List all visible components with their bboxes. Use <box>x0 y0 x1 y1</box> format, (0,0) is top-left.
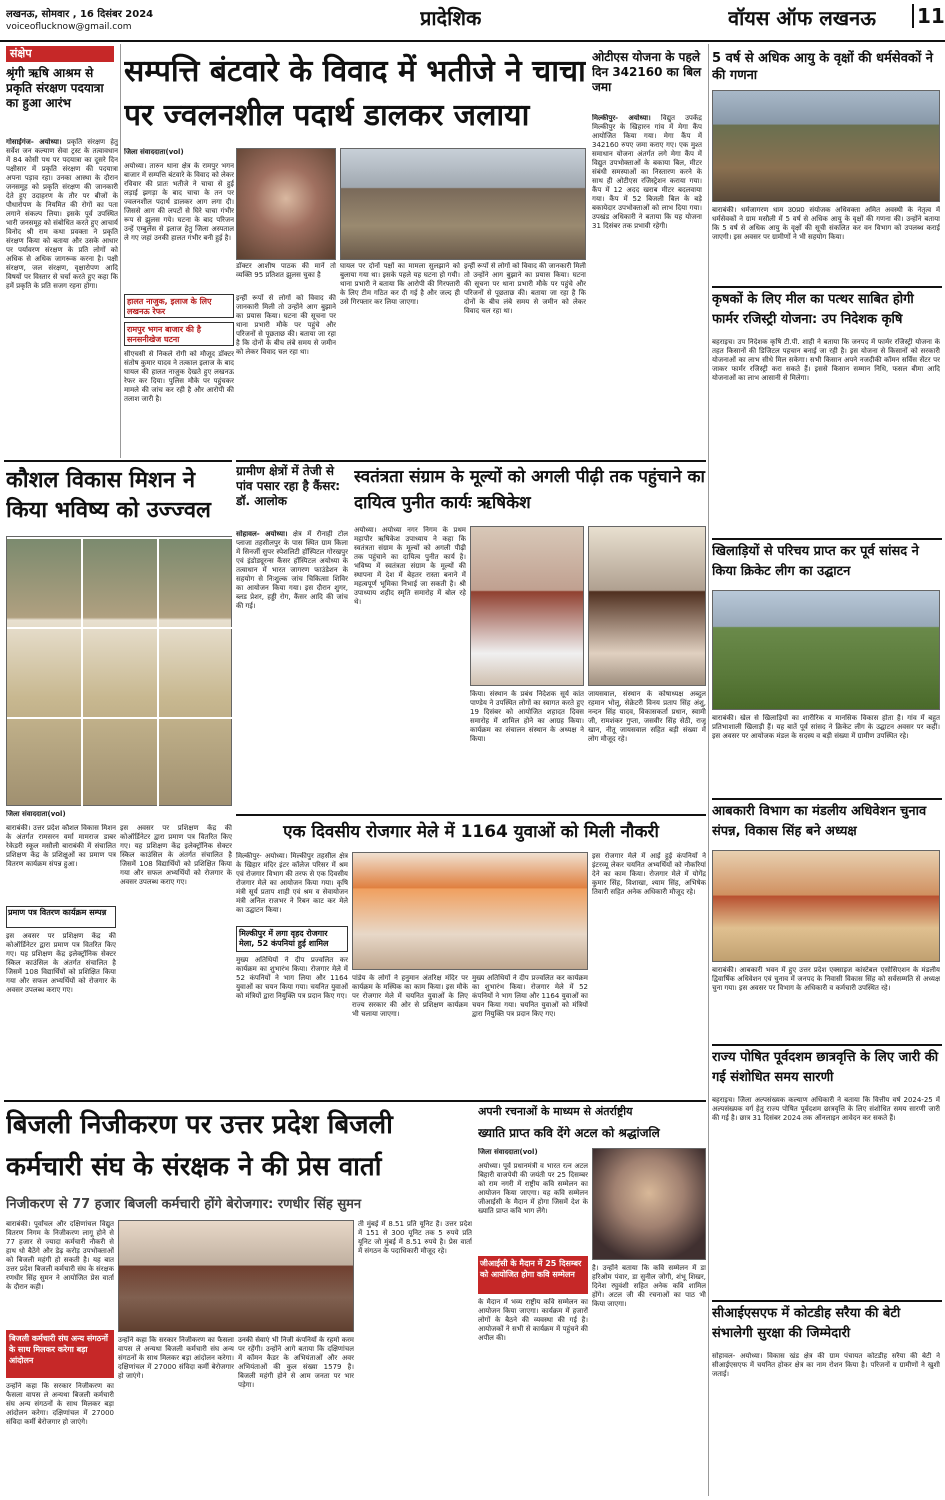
bijli-body: बाराबंकी। पूर्वांचल और दक्षिणांचल विद्युत वितरण निगम के निजीकरण लागू होने से 77 हजार से ज्यादा कर्मचारी नौकरी से हाथ धो बैठेंगे और डेढ़ करोड़ उपभोक्ताओं को बिजली महंगी हो सकती है। यह बात उत्तर प्रदेश बिजली कर्मचारी संघ के संरक्षक रणधीर सिंह सुमन ने आयोजित प्रेस वार्ता के दौरान कही। <box>6 1220 114 1291</box>
rozgar-top-rule <box>236 814 706 816</box>
cancer-top-rule <box>236 460 706 462</box>
ots-dateline: मिल्कीपुर- अयोध्या। <box>592 114 651 122</box>
masthead-rule <box>0 40 945 42</box>
masthead <box>0 0 945 42</box>
kaushal-body2: इस अवसर पर प्रशिक्षण केंद्र की कोऑर्डिनेटर द्वारा प्रमाण पत्र वितरित किए गए। यह प्रशिक्षण केंद्र इलेक्ट्रॉनिक सेक्टर स्किल काउंसिल के अंतर्गत संचालित है जिसमें 108 विद्यार्थियों को प्रशिक्षित किया गया और सफल अभ्यर्थियों को रोजगार के अवसर उपलब्ध कराए गए। <box>6 932 116 994</box>
rozgar-body4: पांडेय के लोगों ने हनुमान अंतरिक्ष मंदिर पर कार्यक्रम के मस्थिक का काम किया। इस मौके पर रोजगार मेले में चयनित युवाओं के लिए राज्य सरकार की ओर से प्रशिक्षण कार्यक्रम भी चलाया जाएगा। <box>352 974 468 1018</box>
swatantrata-headline: स्वतंत्रता संग्राम के मूल्यों को अगली पीढ़ी तक पहुंचाने का दायित्व पुनीत कार्यः ऋषिकेश <box>354 467 705 513</box>
cricket-photo <box>712 590 940 710</box>
kaushal-top-rule <box>4 460 232 462</box>
bijli-photo <box>118 1220 354 1332</box>
scholar-body: बहराइच। जिला अल्पसंख्यक कल्याण अधिकारी ने बताया कि वित्तीय वर्ष 2024-25 में अल्पसंख्यक वर्ग हेतु राज्य पोषित पूर्वदशम छात्रवृत्ति के लिए संशोधित समय सारणी जारी की गई है। छात्र 31 दिसंबर 2024 तक ऑनलाइन आवेदन कर सकते हैं। <box>712 1096 940 1122</box>
paper-name: वॉयस ऑफ लखनऊ <box>728 6 876 30</box>
rozgar-body3: इस रोजगार मेले में आई हुई कंपनियों ने इंटरव्यू लेकर चयनित अभ्यर्थियों को नौकरियां देने का काम किया। रोजगार मेले में योगेंद्र कुमार सिंह, विशाखा, श्याम सिंह, अभिषेक तिवारी सहित अनेक अधिकारी मौजूद रहे। <box>592 852 706 896</box>
lead-photo-street <box>340 148 586 260</box>
rozgar-photo <box>352 852 588 970</box>
kavi-body: अयोध्या। पूर्व प्रधानमंत्री व भारत रत्न अटल बिहारी वाजपेयी की जयंती पर 25 दिसम्बर को राम नगरी में राष्ट्रीय कवि सम्मेलन का आयोजन किया जाएगा। यह कवि सम्मेलन जीआईसी के मैदान में होगा जिसमें देश के ख्याति प्राप्त कवि भाग लेंगे। <box>478 1162 588 1215</box>
bijli-subhead: निजीकरण से 77 हजार बिजली कर्मचारी होंगे बेरोजगार: रणधीर सिंह सुमन <box>6 1197 362 1212</box>
trees-headline: 5 वर्ष से अधिक आयु के वृक्षों की धर्मसेवकों ने की गणना <box>712 51 934 83</box>
trees-photo <box>712 90 940 202</box>
kavi-photo <box>592 1148 706 1260</box>
farmer-rule <box>712 538 942 540</box>
kavi-headline: ख्याति प्राप्त कवि देंगे अटल को श्रद्धांजलि <box>478 1126 660 1140</box>
excise-body: बाराबंकी। आबकारी भवन में हुए उत्तर प्रदेश एक्साइज कांस्टेबल एसोसिएशन के मंडलीय द्विवार्षिक अधिवेशन एवं चुनाव में जनपद के निवासी विकास सिंह को सर्वसम्मति से अध्यक्ष चुना गया। इस अवसर पर विभाग के अधिकारी व कर्मचारी उपस्थित रहे। <box>712 966 940 992</box>
farmer-body: बहराइच। उप निदेशक कृषि टी.पी. शाही ने बताया कि जनपद में फार्मर रजिस्ट्री योजना के तहत किसानों की डिजिटल पहचान बनाई जा रही है। इस योजना से किसानों को सरकारी योजनाओं का लाभ सीधे मिल सकेगा। सभी किसान अपने नजदीकी कॉमन सर्विस सेंटर पर जाकर फार्मर रजिस्ट्री करा सकते हैं। इससे किसान सम्मान निधि, फसल बीमा आदि योजनाओं का लाभ आसानी से मिलेगा। <box>712 338 940 382</box>
excise-headline: आबकारी विभाग का मंडलीय अधिवेशन चुनाव संपन्न, विकास सिंह बने अध्यक्ष <box>712 804 927 839</box>
lead-body3: इन्हीं रूपों से लोगों को विवाद की जानकारी मिली तो उन्होंने आग बुझाने का प्रयास किया। घटना की सूचना पर थाना प्रभारी मौके पर पहुंचे और परिजनों से पूछताछ की। बताया जा रहा है कि दोनों के बीच लंबे समय से जमीन को लेकर विवाद चल रहा था। <box>236 294 336 356</box>
cricket-rule <box>712 798 942 800</box>
story1-body <box>6 138 118 458</box>
lead-subhead1-box <box>124 294 234 318</box>
rozgar-subhead-box <box>236 926 348 952</box>
story1-dateline: गोसाईगंज- अयोध्या। <box>6 138 62 146</box>
kaushal-body3: इस अवसर पर प्रशिक्षण केंद्र की कोऑर्डिनेटर द्वारा प्रमाण पत्र वितरित किए गए। यह प्रशिक्षण केंद्र इलेक्ट्रॉनिक सेक्टर स्किल काउंसिल के अंतर्गत संचालित है जिसमें 108 विद्यार्थियों को प्रशिक्षित किया गया और सफल अभ्यर्थियों को रोजगार के अवसर उपलब्ध कराए गए। <box>120 824 232 886</box>
story1-headline: श्रृंगी ऋषि आश्रम से प्रकृति संरक्षण पदयात्रा का हुआ आरंभ <box>6 66 104 110</box>
lead-subhead2-box <box>124 322 234 346</box>
lead-headline: सम्पत्ति बंटवारे के विवाद में भतीजे ने चाचा पर ज्वलनशील पदार्थ डालकर जलाया <box>124 54 586 133</box>
bijli-top-rule <box>4 1100 706 1102</box>
left-col-label: संक्षेप <box>6 46 114 62</box>
bijli-box: बिजली कर्मचारी संघ अन्य संगठनों के साथ मिलकर करेगा बड़ा आंदोलन <box>6 1330 114 1378</box>
trees-body: बाराबंकी। धर्मजागरण धाम उ0प्र0 संयोजक अधिवक्ता अमित अवस्थी के नेतृत्व में धर्मसेवकों ने ग्राम मसौली में 5 वर्ष से अधिक आयु के वृक्षों की गणना की। उन्होंने बताया कि 5 वर्ष से अधिक आयु के वृक्षों की सूची संकलित कर वन विभाग को उपलब्ध कराई जाएगी। इस अवसर पर ग्रामीणों ने भी सहयोग किया। <box>712 206 940 241</box>
lead-photo-victim <box>236 148 336 260</box>
excise-rule <box>712 1044 942 1046</box>
col-rule-right <box>708 44 709 1496</box>
ots-body <box>592 114 702 458</box>
lead-body4: घायल पर दोनों पक्षों का मामला सुलझाने को बुलाया गया था। इसके पहले यह घटना हो गयी। थाना प्रभारी ने बताया कि आरोपी की गिरफ्तारी के लिए टीम गठित कर दी गई है और जल्द ही उसे गिरफ्तार कर लिया जाएगा। <box>340 262 460 306</box>
kavi-dateline: जिला संवाददाता(vol) <box>478 1148 538 1156</box>
cricket-body: बाराबंकी। खेल से खिलाड़ियों का शारीरिक व मानसिक विकास होता है। गांव में बहुत प्रतिभाशाली खिलाड़ी हैं। यह बातें पूर्व सांसद ने क्रिकेट लीग के उद्घाटन अवसर पर कहीं। इस अवसर पर आयोजक मंडल के सदस्य व बड़ी संख्या में ग्रामीण उपस्थित रहे। <box>712 714 940 740</box>
masthead-email: voiceoflucknow@gmail.com <box>6 22 132 32</box>
rozgar-body5: मुख्य अतिथियों ने दीप प्रज्वलित कर कार्यक्रम का शुभारंभ किया। रोजगार मेले में 52 कंपनियों ने भाग लिया और 1164 युवाओं का चयन किया गया। चयनित युवाओं को मंत्रियों द्वारा नियुक्ति पत्र प्रदान किए गए। <box>472 974 588 1018</box>
col-rule-left <box>120 44 121 458</box>
trees-rule <box>712 286 942 288</box>
kavi-headline-pre: अपनी रचनाओं के माध्यम से अंतर्राष्ट्रीय <box>478 1105 633 1118</box>
bijli-body3: उन्होंने कहा कि सरकार निजीकरण का फैसला वापस ले अन्यथा बिजली कर्मचारी संघ अन्य संगठनों के साथ मिलकर बड़ा आंदोलन करेगा। दक्षिणांचल में 27000 संविदा कर्मी बेरोजगार हो जाएंगे। <box>118 1336 234 1380</box>
lead-subhead1: हालत नाजुक, इलाज के लिए लखनऊ रेफर <box>127 297 212 316</box>
lead-body: अयोध्या। तारुन थाना क्षेत्र के रामपुर भगन बाजार में सम्पत्ति बंटवारे के विवाद को लेकर रविवार की प्रातः भतीजे ने चाचा से हुई लड़ाई झगड़ा के बाद चाचा के तन पर ज्वलनशील पदार्थ डालकर आग लगा दी। जिससे आग की लपटों से घिरे चाचा गंभीर रूप से झुलस गये। घटना के बाद परिजन उन्हें एम्बुलेंस से इलाज हेतु जिला अस्पताल ले गए जहां उनकी हालत गंभीर बनी हुई है। <box>124 162 234 242</box>
kaushal-photo <box>6 536 232 806</box>
bijli-body4: उनकी सेवाएं भी निजी कंपनियों के रहमो करम पर रहेंगी। उन्होंने आगे बताया कि दक्षिणांचल में कॉमन कैडर के अभियंताओं और अवर अभियंताओं की कुल संख्या 1579 है। बिजली महंगी होने से आम जनता पर भार पड़ेगा। <box>238 1336 354 1389</box>
kavi-body3: है। उन्होंने बताया कि कवि सम्मेलन में डा हरिओम पंवार, डा सुनील जोगी, शंभू शिखर, दिनेश रघुवंशी सहित अनेक कवि शामिल होंगे। अटल जी की रचनाओं का पाठ भी किया जाएगा। <box>592 1264 706 1308</box>
story1-text: प्रकृति संरक्षण हेतु सर्वेश जन कल्याण सेवा ट्रस्ट के तत्वावधान में 84 कोसी पथ पर पदयात्रा का दूसरे दिन पक्षीसार में प्रकृति संरक्षण की पदयात्रा अपना पड़ाव रहा। उनका आस्था के दौरान जनसमूह को प्रकृति संरक्षण की जानकारी देते हुए उदाहरण के तौर पर बीजों के पौधारोपण के नियमित की रोगों का पता लगाने संकल्प लिया। इसके पूर्व उपस्थित भारी जनसमूह को संबोधित करते हुए आचार्य विनोद श्री राम कथा प्रवक्ता ने प्रकृति संरक्षण किया को बताया और उसके आधार पर पर्यावरण संरक्षण के प्रति लोगों को अधिक से अधिक जागरूक करना है। पक्षी संरक्षण, जल संरक्षण, वृक्षारोपण आदि विषयों पर विस्तार से चर्चा करते हुए कहा कि हमें प्रकृति के प्रति सजग रहना होगा। <box>6 138 118 290</box>
masthead-date: लखनऊ, सोमवार , 16 दिसंबर 2024 <box>6 9 154 20</box>
page-number: 11 <box>912 4 945 28</box>
kavi-subhead-box: जीआईसी के मैदान में 25 दिसम्बर को आयोजित होगा कवि सम्मेलन <box>478 1256 588 1294</box>
bijli-body5: ती मुंबई में 8.51 प्रति यूनिट है। उत्तर प्रदेश में 151 से 300 यूनिट तक 5 रुपये प्रति यूनिट जो मुंबई में 8.51 रुपये है। प्रेस वार्ता में संगठन के पदाधिकारी मौजूद रहे। <box>358 1220 472 1255</box>
ots-text: विद्युत उपकेंद्र मिल्कीपुर के खिहारन गांव में मेगा कैंप आयोजित किया गया। मेगा कैंप में 342160 रुपए जमा कराए गए। एक मुश्त समाधान योजना अंतर्गत लगे मेगा कैंप में विद्युत उपभोक्ताओं के बकाया बिल, मीटर संबंधी समस्याओं का निस्तारण करने के साथ ही ओटीएस रजिस्ट्रेशन कराया गया। कैंप में 12 अदद खराब मीटर बदलवाया गया। कैंप में 52 बिजली बिल के बड़े बकायेदार उपभोक्ताओं को लाभ दिया गया। उपखंड अधिकारी ने बताया कि यह योजना 31 दिसंबर तक प्रभावी रहेगी। <box>592 114 702 230</box>
csr-body: सोहावल- अयोध्या। विकास खंड क्षेत्र की ग्राम पंचायत कोटडीह सरैया की बेटी ने सीआईएसएफ में चयनित होकर क्षेत्र का नाम रोशन किया है। परिजनों व ग्रामीणों ने खुशी जताई। <box>712 1352 940 1378</box>
lead-dateline: जिला संवाददाता(vol) <box>124 148 184 156</box>
lead-subhead2: रामपुर भगन बाजार की है सनसनीखेज घटना <box>127 325 202 344</box>
kaushal-body: बाराबंकी। उत्तर प्रदेश कौशल विकास मिशन के अंतर्गत रामसरन वर्मा मामराज डाबर रेकेडरी स्कूल मसौली बाराबंकी में संचालित प्रशिक्षण केंद्र के प्रशिक्षुओं का प्रमाण पत्र वितरण कार्यक्रम संपन्न हुआ। <box>6 824 116 868</box>
rozgar-body2: मुख्य अतिथियों ने दीप प्रज्वलित कर कार्यक्रम का शुभारंभ किया। रोजगार मेले में 52 कंपनियों ने भाग लिया और 1164 युवाओं का चयन किया गया। चयनित युवाओं को मंत्रियों द्वारा नियुक्ति पत्र प्रदान किए गए। <box>236 956 348 1000</box>
excise-photo <box>712 850 940 962</box>
lead-body2: सीएचसी से निकले रोगी को मौजूद डॉक्टर संतोष कुमार यादव ने तत्काल इलाज के बाद घायल की हालत नाजुक देखते हुए लखनऊ रेफर कर दिया। पुलिस मौके पर पहुंचकर मामले की जांच कर रही है और आरोपी की तलाश जारी है। <box>124 350 234 403</box>
cancer-body <box>236 530 348 812</box>
kaushal-dateline: जिला संवाददाता(vol) <box>6 810 66 818</box>
bijli-headline: बिजली निजीकरण पर उत्तर प्रदेश बिजली कर्मचारी संघ के संरक्षक ने की प्रेस वार्ता <box>6 1110 393 1182</box>
ots-headline: ओटीएस योजना के पहले दिन 342160 का बिल जमा <box>592 50 702 94</box>
csr-headline: सीआईएसएफ में कोटडीह सरैया की बेटी संभालेगी सुरक्षा की जिम्मेदारी <box>712 1306 901 1341</box>
scholar-headline: राज्य पोषित पूर्वदशम छात्रवृत्ति के लिए जारी की गई संशोधित समय सारणी <box>712 1050 939 1085</box>
kaushal-photo-grid <box>7 537 233 807</box>
rozgar-headline: एक दिवसीय रोजगार मेले में 1164 युवाओं को मिली नौकरी <box>283 822 659 842</box>
swatantrata-body2: किया। संस्थान के प्रबंध निदेशक सूर्य कांत पाण्डेय ने उपस्थित लोगों का स्वागत करते हुए 19 दिसंबर को आयोजित शहादत दिवस समारोह में शामिल होने का आग्रह किया। कार्यक्रम का संचालन संस्थान के अध्यक्ष ने किया। <box>470 690 584 743</box>
kaushal-subhead: प्रमाण पत्र वितरण कार्यक्रम सम्पन्न <box>8 908 107 917</box>
rozgar-body: मिल्कीपुर- अयोध्या। मिल्कीपुर तहसील क्षेत्र के खिहार मंदिर इंटर कॉलेज परिसर में श्रम एवं रोजगार विभाग की तरफ से एक दिवसीय रोजगार मेले का आयोजन किया गया। कृषि मंत्री सूर्य प्रताप शाही एवं श्रम व सेवायोजन मंत्री अनिल राजभर ने रिबन काट कर मेले का उद्घाटन किया। <box>236 852 348 914</box>
lead-body5: इन्हीं रूपों से लोगों को विवाद की जानकारी मिली तो उन्होंने आग बुझाने का प्रयास किया। घटना की सूचना पर थाना प्रभारी मौके पर पहुंचे और परिजनों से पूछताछ की। बताया जा रहा है कि दोनों के बीच लंबे समय से जमीन को लेकर विवाद चल रहा था। <box>464 262 586 315</box>
kavi-body2: के मैदान में भव्य राष्ट्रीय कवि सम्मेलन का आयोजन किया जाएगा। कार्यक्रम में हजारों लोगों के बैठने की व्यवस्था की गई है। आयोजकों ने सभी से कार्यक्रम में पहुंचने की अपील की। <box>478 1298 588 1342</box>
kaushal-headline: कौशल विकास मिशन ने किया भविष्य को उज्ज्वल <box>6 468 211 523</box>
rozgar-subhead: मिल्कीपुर में लगा वृहद रोजगार मेला, 52 कंपनियां हुई शामिल <box>239 929 329 948</box>
cancer-headline: ग्रामीण क्षेत्रों में तेजी से पांव पसार रहा है कैंसर: डॉ. आलोक <box>236 464 341 508</box>
section-title: प्रादेशिक <box>420 6 482 30</box>
farmer-headline: कृषकों के लिए मील का पत्थर साबित होगी फार्मर रजिस्ट्री योजना: उप निदेशक कृषि <box>712 292 914 327</box>
cancer-text: क्षेत्र में रौनाही टोल प्लाजा तहसीलपुर के पास स्थित ग्राम किला में सिनर्जी सुपर स्पेशलिटी हॉस्पिटल गोरखपुर एवं इंडोड्यूरन्स कैंसर हॉस्पिटल अयोध्या के तत्वाधान में भारत जागरण फाउंडेशन के सहयोग से निःशुल्क जांच चिकित्सा शिविर का आयोजन किया गया। इस दौरान शुगर, ब्लड प्रेशर, हड्डी रोग, कैंसर आदि की जांच की गई। <box>236 530 348 610</box>
swatantrata-body3: जायसवाल, संस्थान के कोषाध्यक्ष अब्दुल रहमान भोलू, सेक्रेटरी विनय प्रताप सिंह अंशु, नन्दन सिंह यादव, विकासकर्ता प्रधान, स्वामी जी, रामशंकर गुप्ता, जसवीर सिंह सेठी, राजू खान, नीतू जायसवाल सहित बड़ी संख्या में लोग मौजूद रहे। <box>588 690 706 743</box>
kaushal-subhead-box <box>6 906 116 928</box>
bijli-body2: उन्होंने कहा कि सरकार निजीकरण का फैसला वापस ले अन्यथा बिजली कर्मचारी संघ अन्य संगठनों के साथ मिलकर बड़ा आंदोलन करेगा। दक्षिणांचल में 27000 संविदा कर्मी बेरोजगार हो जाएंगे। <box>6 1382 114 1426</box>
cricket-headline: खिलाड़ियों से परिचय प्राप्त कर पूर्व सांसद ने किया क्रिकेट लीग का उद्घाटन <box>712 544 919 579</box>
cancer-dateline: सोहावल- अयोध्या। <box>236 530 288 538</box>
scholar-rule <box>712 1300 942 1302</box>
lead-photo-caption: डॉक्टर आशीष पाठक की मानें तो व्यक्ति 95 प्रतिशत झुलस चुका है <box>236 262 336 279</box>
swatantrata-photo-right <box>588 526 706 686</box>
swatantrata-photo-left <box>470 526 584 686</box>
swatantrata-body: अयोध्या। अयोध्या नगर निगम के प्रथम महापौर ऋषिकेश उपाध्याय ने कहा कि स्वतंत्रता संग्राम के मूल्यों को अगली पीढ़ी तक पहुंचाने का दायित्व पुनीत कार्य है। भविष्य में स्वतंत्रता संग्राम के मूल्यों की स्थापना में देश में बेहतर रास्ता बनाने में महत्वपूर्ण भूमिका निभाई जा सकती है। श्री उपाध्याय शहीद स्मृति समारोह में बोल रहे थे। <box>354 526 466 606</box>
